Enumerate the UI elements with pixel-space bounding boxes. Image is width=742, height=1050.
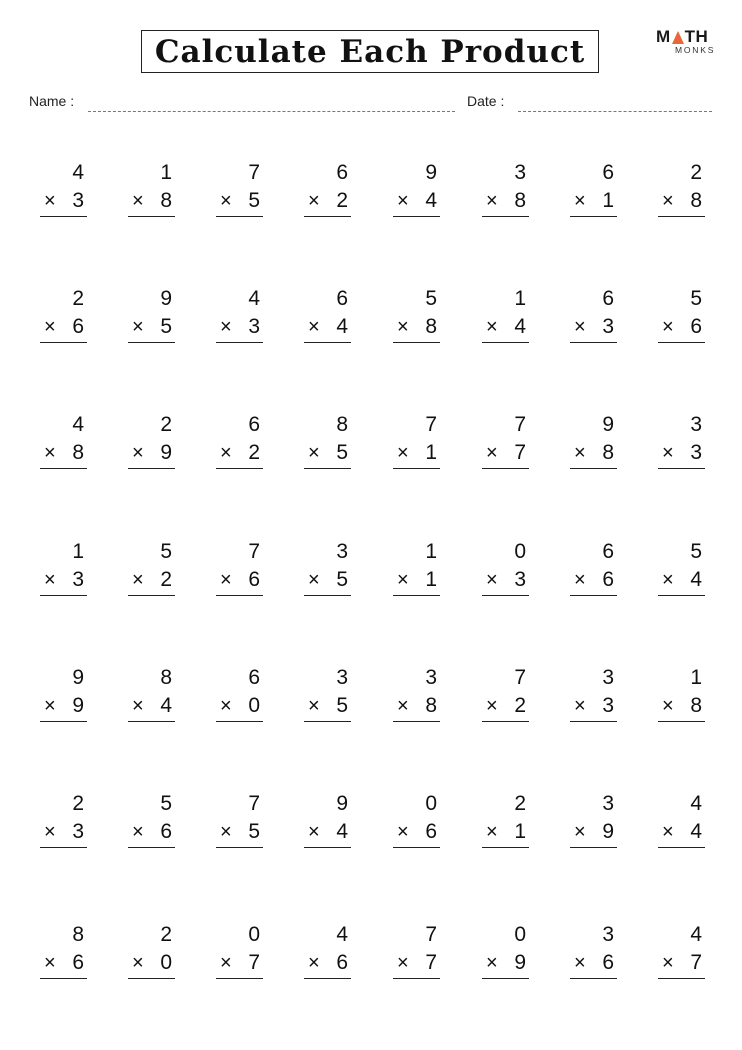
problem — [658, 540, 706, 604]
answer-line — [304, 468, 351, 469]
problem — [482, 923, 530, 987]
problem — [393, 666, 441, 730]
problem — [482, 413, 530, 477]
multiplicand: 2 — [690, 161, 702, 184]
multiplicand: 9 — [602, 413, 614, 436]
answer-line — [570, 342, 617, 343]
answer-line — [482, 847, 529, 848]
multiplier: 3 — [72, 820, 84, 843]
multiplicand: 7 — [248, 540, 260, 563]
multiplier: 1 — [425, 568, 437, 591]
multiplicand: 5 — [690, 540, 702, 563]
answer-line — [304, 216, 351, 217]
problem — [482, 540, 530, 604]
multiplier: 6 — [425, 820, 437, 843]
multiplier: 8 — [602, 441, 614, 464]
answer-line — [658, 342, 705, 343]
times-sign: × — [44, 442, 56, 464]
times-sign: × — [308, 316, 320, 338]
problem — [482, 287, 530, 351]
multiplier: 2 — [248, 441, 260, 464]
answer-line — [128, 468, 175, 469]
problem — [216, 287, 264, 351]
multiplier: 4 — [690, 568, 702, 591]
multiplier: 6 — [690, 315, 702, 338]
multiplier: 1 — [514, 820, 526, 843]
times-sign: × — [574, 190, 586, 212]
multiplicand: 6 — [602, 540, 614, 563]
problem — [40, 161, 88, 225]
answer-line — [216, 342, 263, 343]
problem — [482, 792, 530, 856]
multiplicand: 1 — [425, 540, 437, 563]
multiplicand: 4 — [690, 792, 702, 815]
multiplicand: 3 — [602, 666, 614, 689]
times-sign: × — [397, 695, 409, 717]
multiplicand: 9 — [160, 287, 172, 310]
multiplicand: 0 — [425, 792, 437, 815]
problem — [393, 413, 441, 477]
multiplier: 8 — [425, 315, 437, 338]
answer-line — [304, 595, 351, 596]
multiplicand: 6 — [602, 161, 614, 184]
multiplier: 0 — [160, 951, 172, 974]
problem — [482, 161, 530, 225]
problem — [658, 923, 706, 987]
multiplicand: 5 — [690, 287, 702, 310]
problem — [216, 666, 264, 730]
answer-line — [393, 216, 440, 217]
answer-line — [393, 342, 440, 343]
answer-line — [40, 847, 87, 848]
multiplier: 8 — [690, 189, 702, 212]
answer-line — [393, 978, 440, 979]
answer-line — [40, 468, 87, 469]
answer-line — [393, 721, 440, 722]
times-sign: × — [662, 442, 674, 464]
multiplicand: 1 — [160, 161, 172, 184]
times-sign: × — [486, 952, 498, 974]
times-sign: × — [486, 316, 498, 338]
problem — [570, 792, 618, 856]
multiplier: 5 — [336, 694, 348, 717]
multiplier: 7 — [248, 951, 260, 974]
answer-line — [216, 721, 263, 722]
times-sign: × — [397, 316, 409, 338]
multiplicand: 7 — [248, 792, 260, 815]
multiplier: 6 — [336, 951, 348, 974]
answer-line — [658, 468, 705, 469]
problem — [570, 413, 618, 477]
multiplier: 9 — [602, 820, 614, 843]
answer-line — [570, 595, 617, 596]
times-sign: × — [220, 442, 232, 464]
multiplier: 5 — [160, 315, 172, 338]
times-sign: × — [308, 952, 320, 974]
answer-line — [216, 468, 263, 469]
multiplicand: 7 — [425, 923, 437, 946]
multiplicand: 4 — [72, 161, 84, 184]
answer-line — [216, 595, 263, 596]
multiplier: 3 — [72, 568, 84, 591]
logo-text-right: TH — [684, 27, 709, 46]
times-sign: × — [132, 190, 144, 212]
multiplicand: 4 — [336, 923, 348, 946]
problem — [128, 287, 176, 351]
problem — [40, 666, 88, 730]
times-sign: × — [397, 952, 409, 974]
answer-line — [128, 721, 175, 722]
multiplier: 4 — [425, 189, 437, 212]
times-sign: × — [662, 695, 674, 717]
multiplicand: 3 — [336, 540, 348, 563]
answer-line — [304, 721, 351, 722]
multiplier: 9 — [514, 951, 526, 974]
problem — [304, 540, 352, 604]
problem — [304, 413, 352, 477]
problem — [482, 666, 530, 730]
problem — [304, 792, 352, 856]
problem — [216, 540, 264, 604]
page-title: Calculate Each Product — [154, 33, 586, 70]
answer-line — [304, 978, 351, 979]
multiplier: 6 — [72, 315, 84, 338]
logo-subtext: MONKS — [675, 45, 716, 55]
times-sign: × — [44, 952, 56, 974]
problem — [570, 287, 618, 351]
times-sign: × — [397, 569, 409, 591]
name-label: Name : — [29, 93, 75, 109]
times-sign: × — [486, 695, 498, 717]
answer-line — [393, 595, 440, 596]
multiplier: 4 — [514, 315, 526, 338]
times-sign: × — [574, 695, 586, 717]
answer-line — [570, 978, 617, 979]
problem — [393, 792, 441, 856]
problem — [128, 161, 176, 225]
answer-line — [393, 468, 440, 469]
multiplicand: 2 — [72, 287, 84, 310]
multiplicand: 5 — [160, 792, 172, 815]
multiplier: 2 — [514, 694, 526, 717]
multiplicand: 6 — [248, 666, 260, 689]
times-sign: × — [574, 821, 586, 843]
times-sign: × — [220, 569, 232, 591]
answer-line — [570, 468, 617, 469]
multiplier: 6 — [602, 951, 614, 974]
answer-line — [393, 847, 440, 848]
times-sign: × — [44, 190, 56, 212]
multiplier: 0 — [248, 694, 260, 717]
multiplicand: 0 — [248, 923, 260, 946]
times-sign: × — [44, 569, 56, 591]
logo-text-left: M — [656, 27, 671, 46]
multiplicand: 3 — [602, 923, 614, 946]
answer-line — [658, 595, 705, 596]
answer-line — [40, 595, 87, 596]
answer-line — [658, 978, 705, 979]
problem — [128, 666, 176, 730]
multiplier: 8 — [72, 441, 84, 464]
multiplicand: 2 — [72, 792, 84, 815]
multiplicand: 3 — [690, 413, 702, 436]
multiplier: 4 — [690, 820, 702, 843]
problem — [393, 540, 441, 604]
times-sign: × — [132, 952, 144, 974]
multiplier: 6 — [72, 951, 84, 974]
times-sign: × — [574, 442, 586, 464]
times-sign: × — [308, 190, 320, 212]
answer-line — [216, 847, 263, 848]
multiplicand: 2 — [160, 923, 172, 946]
problem — [40, 413, 88, 477]
problem — [658, 287, 706, 351]
multiplier: 8 — [425, 694, 437, 717]
times-sign: × — [132, 569, 144, 591]
multiplier: 3 — [690, 441, 702, 464]
times-sign: × — [397, 442, 409, 464]
answer-line — [482, 468, 529, 469]
problem — [304, 923, 352, 987]
times-sign: × — [397, 821, 409, 843]
times-sign: × — [220, 952, 232, 974]
multiplicand: 3 — [425, 666, 437, 689]
multiplicand: 9 — [336, 792, 348, 815]
answer-line — [128, 978, 175, 979]
problem — [128, 923, 176, 987]
problem — [304, 287, 352, 351]
multiplier: 3 — [514, 568, 526, 591]
multiplier: 5 — [248, 189, 260, 212]
multiplier: 7 — [425, 951, 437, 974]
multiplier: 3 — [248, 315, 260, 338]
answer-line — [304, 342, 351, 343]
multiplicand: 5 — [160, 540, 172, 563]
multiplier: 9 — [72, 694, 84, 717]
multiplicand: 4 — [72, 413, 84, 436]
multiplier: 8 — [160, 189, 172, 212]
multiplier: 3 — [72, 189, 84, 212]
times-sign: × — [662, 190, 674, 212]
multiplier: 3 — [602, 315, 614, 338]
problem — [40, 540, 88, 604]
answer-line — [482, 216, 529, 217]
problem — [570, 540, 618, 604]
answer-line — [482, 978, 529, 979]
answer-line — [40, 721, 87, 722]
answer-line — [658, 847, 705, 848]
multiplier: 6 — [248, 568, 260, 591]
multiplicand: 7 — [248, 161, 260, 184]
problem — [304, 161, 352, 225]
problem — [658, 161, 706, 225]
problem — [570, 923, 618, 987]
problem — [393, 923, 441, 987]
problem — [216, 413, 264, 477]
multiplier: 1 — [602, 189, 614, 212]
times-sign: × — [486, 190, 498, 212]
date-label: Date : — [467, 93, 505, 109]
multiplicand: 6 — [248, 413, 260, 436]
multiplier: 5 — [336, 441, 348, 464]
multiplier: 2 — [336, 189, 348, 212]
problem — [128, 540, 176, 604]
times-sign: × — [662, 821, 674, 843]
answer-line — [482, 595, 529, 596]
times-sign: × — [308, 569, 320, 591]
answer-line — [40, 342, 87, 343]
times-sign: × — [220, 316, 232, 338]
multiplicand: 1 — [690, 666, 702, 689]
times-sign: × — [662, 569, 674, 591]
multiplicand: 3 — [602, 792, 614, 815]
answer-line — [570, 847, 617, 848]
multiplicand: 2 — [160, 413, 172, 436]
problem — [393, 287, 441, 351]
answer-line — [128, 847, 175, 848]
times-sign: × — [308, 442, 320, 464]
multiplier: 1 — [425, 441, 437, 464]
multiplicand: 7 — [425, 413, 437, 436]
multiplicand: 2 — [514, 792, 526, 815]
multiplier: 2 — [160, 568, 172, 591]
times-sign: × — [132, 821, 144, 843]
multiplicand: 8 — [160, 666, 172, 689]
multiplicand: 6 — [336, 287, 348, 310]
times-sign: × — [308, 821, 320, 843]
problem — [40, 923, 88, 987]
times-sign: × — [44, 821, 56, 843]
multiplier: 9 — [160, 441, 172, 464]
problem — [216, 792, 264, 856]
multiplicand: 9 — [425, 161, 437, 184]
multiplicand: 3 — [514, 161, 526, 184]
times-sign: × — [308, 695, 320, 717]
multiplicand: 9 — [72, 666, 84, 689]
multiplicand: 0 — [514, 923, 526, 946]
multiplicand: 7 — [514, 413, 526, 436]
problem — [658, 413, 706, 477]
multiplier: 6 — [602, 568, 614, 591]
problem — [216, 923, 264, 987]
multiplier: 3 — [602, 694, 614, 717]
answer-line — [40, 216, 87, 217]
times-sign: × — [132, 442, 144, 464]
answer-line — [482, 342, 529, 343]
times-sign: × — [574, 569, 586, 591]
times-sign: × — [486, 821, 498, 843]
problem — [128, 413, 176, 477]
times-sign: × — [486, 442, 498, 464]
answer-line — [128, 216, 175, 217]
multiplicand: 6 — [336, 161, 348, 184]
times-sign: × — [220, 821, 232, 843]
answer-line — [570, 721, 617, 722]
answer-line — [658, 216, 705, 217]
multiplicand: 4 — [690, 923, 702, 946]
answer-line — [216, 978, 263, 979]
answer-line — [482, 721, 529, 722]
multiplicand: 0 — [514, 540, 526, 563]
problem — [658, 666, 706, 730]
multiplicand: 7 — [514, 666, 526, 689]
times-sign: × — [574, 316, 586, 338]
times-sign: × — [44, 316, 56, 338]
answer-line — [304, 847, 351, 848]
multiplicand: 8 — [72, 923, 84, 946]
multiplier: 7 — [690, 951, 702, 974]
problem — [304, 666, 352, 730]
multiplier: 4 — [336, 820, 348, 843]
multiplier: 7 — [514, 441, 526, 464]
problem — [570, 161, 618, 225]
answer-line — [128, 342, 175, 343]
answer-line — [570, 216, 617, 217]
answer-line — [40, 978, 87, 979]
multiplicand: 1 — [72, 540, 84, 563]
multiplicand: 8 — [336, 413, 348, 436]
multiplicand: 5 — [425, 287, 437, 310]
problem — [658, 792, 706, 856]
multiplier: 4 — [160, 694, 172, 717]
times-sign: × — [132, 316, 144, 338]
multiplicand: 3 — [336, 666, 348, 689]
answer-line — [128, 595, 175, 596]
problem — [40, 792, 88, 856]
times-sign: × — [662, 952, 674, 974]
times-sign: × — [220, 190, 232, 212]
answer-line — [216, 216, 263, 217]
multiplicand: 6 — [602, 287, 614, 310]
multiplier: 4 — [336, 315, 348, 338]
multiplier: 5 — [248, 820, 260, 843]
multiplier: 8 — [514, 189, 526, 212]
problem — [128, 792, 176, 856]
problem — [393, 161, 441, 225]
multiplicand: 1 — [514, 287, 526, 310]
times-sign: × — [220, 695, 232, 717]
problem — [570, 666, 618, 730]
times-sign: × — [486, 569, 498, 591]
times-sign: × — [44, 695, 56, 717]
problem — [216, 161, 264, 225]
times-sign: × — [132, 695, 144, 717]
times-sign: × — [662, 316, 674, 338]
times-sign: × — [397, 190, 409, 212]
problem — [40, 287, 88, 351]
multiplier: 6 — [160, 820, 172, 843]
multiplier: 5 — [336, 568, 348, 591]
times-sign: × — [574, 952, 586, 974]
multiplier: 8 — [690, 694, 702, 717]
answer-line — [658, 721, 705, 722]
multiplicand: 4 — [248, 287, 260, 310]
